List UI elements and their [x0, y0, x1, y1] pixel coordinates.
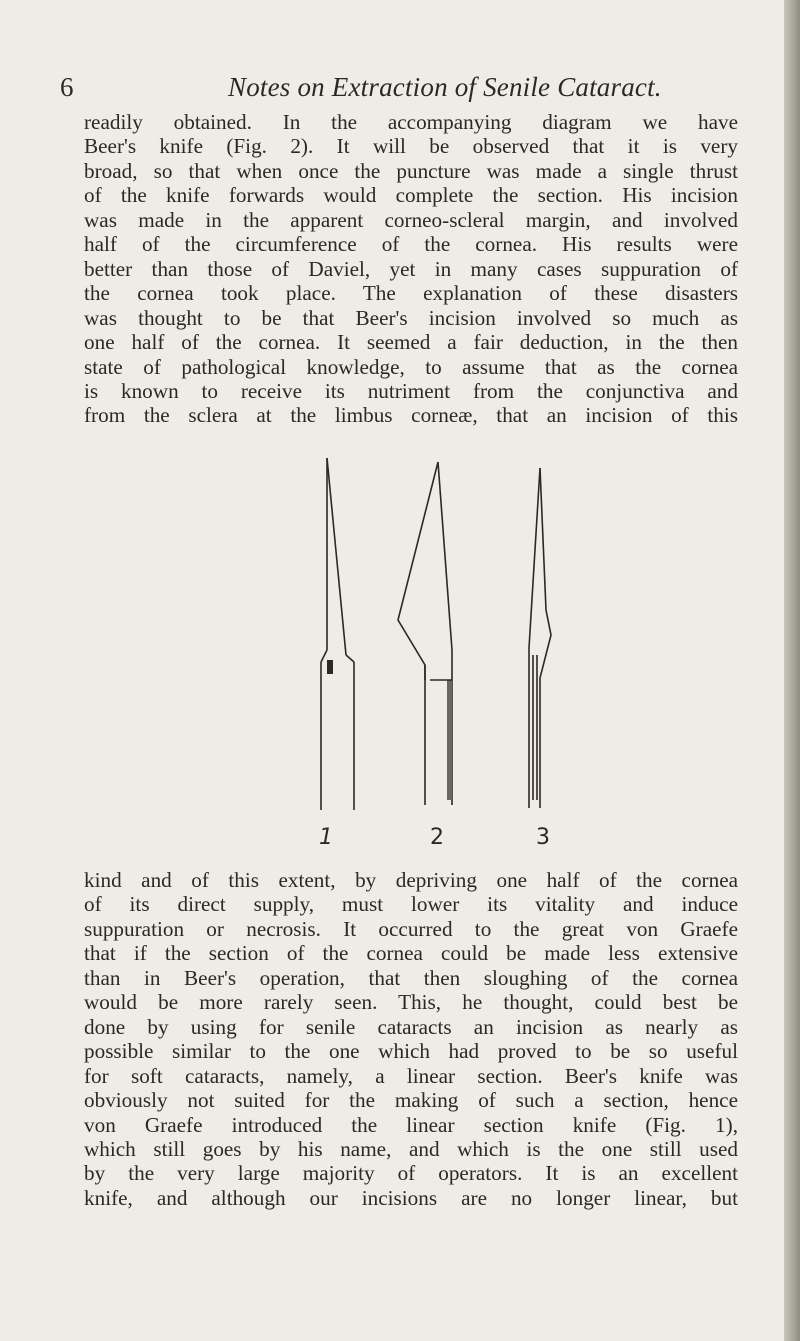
text-line: done by using for senile cataracts an incision as nearly as — [84, 1014, 738, 1039]
running-title: Notes on Extraction of Senile Cataract. — [228, 72, 662, 102]
knife-3 — [529, 468, 551, 808]
page-edge — [784, 0, 800, 1341]
text-line: kind and of this extent, by depriving one half of the cornea — [84, 868, 738, 892]
knife-1-graefe — [321, 458, 354, 810]
text-line: knife, and although our incisions are no longer linear, but — [84, 1185, 738, 1210]
text-line: would be more rarely seen. This, he thought, could best be — [84, 990, 738, 1015]
text-line: Beer's knife (Fig. 2). It will be observed that it is very — [84, 134, 738, 159]
text-line: for soft cataracts, namely, a linear section. Beer's knife was — [84, 1063, 738, 1088]
text-line: the cornea took place. The explanation of these disasters — [84, 281, 738, 306]
text-line: better than those of Daviel, yet in many cases suppuration of — [84, 256, 738, 281]
text-line: suppuration or necrosis. It occurred to the great von Graefe — [84, 916, 738, 941]
text-line: of its direct supply, must lower its vitality and induce — [84, 892, 738, 917]
knife-2-beer — [398, 462, 452, 805]
knife-illustrations — [300, 450, 570, 820]
text-line: state of pathological knowledge, to assume that as the cornea — [84, 354, 738, 379]
text-line: was thought to be that Beer's incision involved so much as — [84, 305, 738, 330]
text-line: than in Beer's operation, that then sloughing of the cornea — [84, 965, 738, 990]
text-line: from the sclera at the limbus corneæ, that an incision of this — [84, 403, 738, 428]
text-line: of the knife forwards would complete the section. His incision — [84, 183, 738, 208]
figure-label-3: 3 — [536, 825, 550, 850]
text-line: von Graefe introduced the linear section knife (Fig. 1), — [84, 1112, 738, 1137]
text-line: which still goes by his name, and which is the one still used — [84, 1136, 738, 1161]
figure-label-1: 1 — [319, 825, 333, 850]
text-line: by the very large majority of operators. It is an excellent — [84, 1161, 738, 1186]
paragraph-top — [84, 110, 738, 428]
knife-diagram — [300, 450, 570, 850]
text-line: is known to receive its nutriment from the conjunctiva and — [84, 378, 738, 403]
page-header — [0, 72, 800, 108]
text-line: half of the circumference of the cornea. His results were — [84, 232, 738, 257]
text-line: broad, so that when once the puncture was made a single thrust — [84, 158, 738, 183]
text-line: readily obtained. In the accompanying diagram we have — [84, 110, 738, 134]
text-line: was made in the apparent corneo-scleral margin, and involved — [84, 207, 738, 232]
figure-label-2: 2 — [430, 825, 444, 850]
text-line: obviously not suited for the making of such a section, hence — [84, 1088, 738, 1113]
paragraph-bottom — [84, 868, 738, 1210]
text-line: possible similar to the one which had proved to be so useful — [84, 1039, 738, 1064]
text-line: that if the section of the cornea could be made less extensive — [84, 941, 738, 966]
text-line: one half of the cornea. It seemed a fair deduction, in the then — [84, 330, 738, 355]
page-number: 6 — [60, 72, 74, 102]
